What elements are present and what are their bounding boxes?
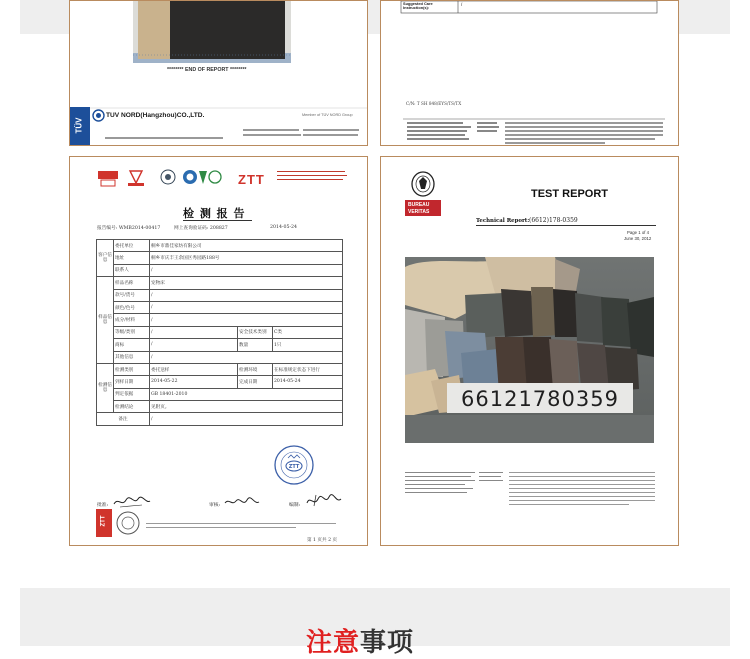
accreditation-logos [98, 169, 223, 189]
notice-title-dark: 事项 [360, 628, 415, 658]
ztt-verify-code: 网上查询验证码: 208827 [174, 226, 228, 231]
bv-report-title: TEST REPORT [531, 188, 609, 200]
technical-report-underline [476, 225, 656, 226]
cnas-logo-icon [128, 171, 144, 186]
table-row: 到样日期 2014-05-22 完成日期 2014-05-24 [97, 376, 343, 388]
care-instruction-value: / [461, 2, 463, 7]
ztt-page-footer: 第 1 页共 2 页 [307, 538, 338, 543]
tuv-company-name: TUV NORD(Hangzhou)CO.,LTD. [106, 112, 205, 119]
ztt-report-title: 检 测 报 告 [183, 207, 246, 220]
table-row: 成分/材料 / [97, 314, 343, 326]
table-row: 备注 / [97, 413, 343, 425]
table-row: 检测信息 检测类别 委托送样 检测环境 在标准规定状态下进行 [97, 363, 343, 375]
cal-logo-icon [183, 170, 221, 184]
notice-title-red: 注意 [306, 628, 361, 658]
ztt-info-table [96, 239, 343, 426]
table-row: 等级/类别 / 安全技术类别 C类 [97, 326, 343, 338]
table-row: 商标 / 数量 1只 [97, 339, 343, 351]
bv-report-date: June 30, 2012 [624, 236, 652, 241]
technical-report-label: Technical Report: [476, 218, 530, 224]
care-instruction-label: Suggested Care Instruction(s): [403, 1, 433, 11]
bv-summary-scan [380, 0, 679, 146]
bv-test-report-scan [380, 156, 679, 546]
technical-report-number: (6612)178-0359 [529, 217, 578, 224]
bv-summary-graphics [381, 1, 678, 145]
ztt-report-scan [69, 156, 368, 546]
tuv-nord-ring-icon [92, 109, 105, 122]
ztt-footer-mark: ZTT [96, 509, 112, 537]
table-row: 地址 桐乡市庆丰王余国区秀园路188号 [97, 252, 343, 264]
table-row: 其他信息 / [97, 351, 343, 363]
bureau-veritas-logo-icon: BUREAU VERITAS [405, 171, 441, 216]
tuv-group-note: Member of TÜV NORD Group [302, 113, 353, 117]
ztt-footer-seal-icon [115, 510, 141, 536]
ztt-seal-icon [273, 444, 315, 486]
ztt-report-number: 报告编号: WMB2014-00417 [97, 226, 161, 231]
compiler-signature [304, 493, 344, 509]
table-row: 款号/货号 / [97, 289, 343, 301]
compile-label: 编制: [289, 503, 301, 508]
ztt-issue-date: 2014-05-24 [270, 225, 298, 230]
bv-report-code: C/N: T SH 848/EYS/TS/TX [406, 101, 462, 106]
table-row: 样品信息 样品名称 宠物床 [97, 277, 343, 289]
table-row: 联系人 / [97, 264, 343, 276]
table-row: 颜色/色号 / [97, 301, 343, 313]
reviewer-signature [223, 495, 261, 509]
table-row: 判定依据 GB 18401-2010 [97, 388, 343, 400]
tuv-report-graphics [70, 1, 367, 145]
ztt-lab-name-lines [277, 170, 347, 182]
sample-number-tag: 66121780359 [461, 387, 619, 411]
bv-page-info: Page 1 of 4 [627, 230, 649, 235]
fabric-sample-photo [405, 257, 654, 443]
end-of-report-text: ******** END OF REPORT ******** [167, 67, 247, 73]
table-row: 客户信息 委托单位 桐乡市鼎佳家纺有限公司 [97, 240, 343, 252]
svg-text:ZTT: ZTT [288, 464, 300, 470]
title-underline [183, 220, 252, 221]
bv-footer-block [405, 472, 655, 517]
approver-signature [112, 495, 152, 509]
review-label: 审核: [209, 503, 221, 508]
cma-logo-icon [98, 171, 118, 186]
approve-label: 批准: [97, 503, 109, 508]
tuv-logo-icon: TÜV [70, 107, 90, 145]
table-row: 检测结论 见附页。 [97, 401, 343, 413]
ztt-brand-text: ZTT [238, 172, 265, 187]
ilac-logo-icon [161, 170, 175, 184]
notice-section-title [306, 622, 414, 659]
tuv-report-scan [69, 0, 368, 146]
